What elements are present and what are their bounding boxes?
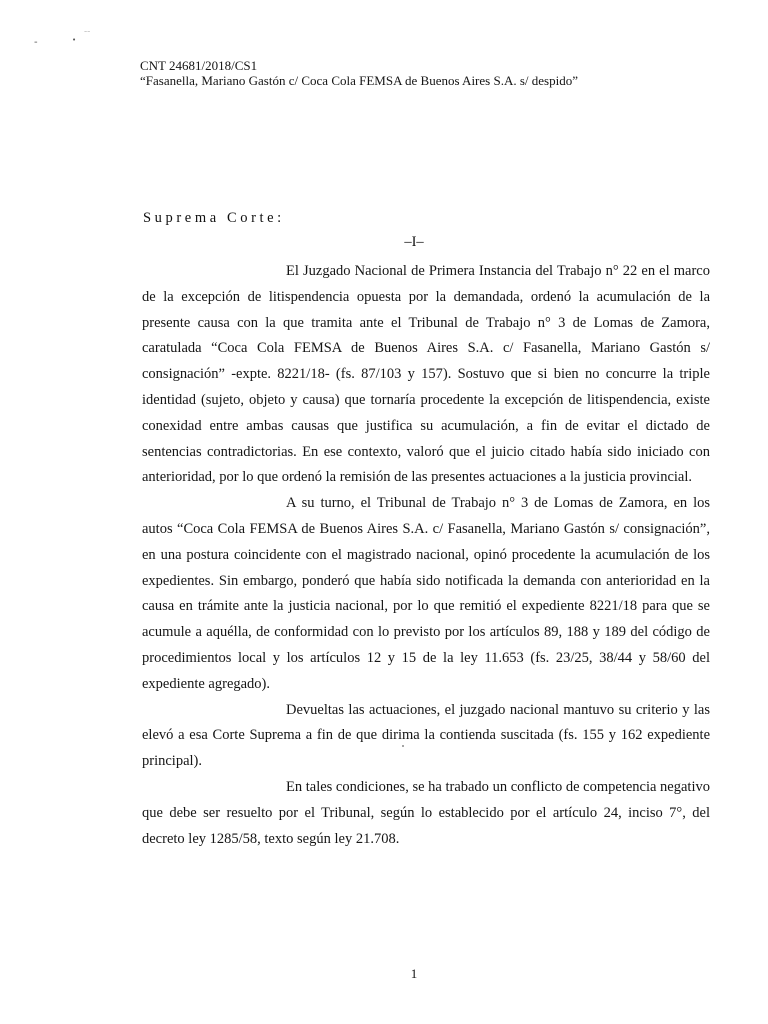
paragraph: El Juzgado Nacional de Primera Instancia del Trabajo n° 22 en el marco de la excepción de litispendencia opuesta por la demandada, ordenó la acumulación de la presente causa con la que tramita ante el Tribunal de Trabajo n° 3 de Lomas de Zamora, caratulada “Coca Cola FEMSA de Buenos Aires S.A. c/ Fasanella, Mariano Gastón s/ consignación” -expte. 8221/18- (fs. 87/103 y 157). Sostuvo que si bien no concurre la triple identidad (sujeto, objeto y causa) que tornaría procedente la excepción de litispendencia, existe conexidad entre ambas causas que justifica su acumulación, a fin de evitar el dictado de sentencias contradictorias. En ese contexto, valoró que el juicio citado había sido iniciado con anterioridad, por lo que ordenó la remisión de las presentes actuaciones a la justicia provincial. (142, 263, 710, 486)
case-number: CNT 24681/2018/CS1 (140, 58, 258, 73)
paragraph: Devueltas las actuaciones, el juzgado nacional mantuvo su criterio y las elevó a esa Corte Suprema a fin de que dirima la contienda suscitada (fs. 155 y 162 expediente principal). (142, 701, 710, 770)
case-header (140, 58, 578, 88)
salutation: Suprema Corte: (143, 210, 285, 226)
section-number: –I– (404, 234, 424, 250)
paragraph: En tales condiciones, se ha trabado un conflicto de competencia negativo que debe ser resuelto por el Tribunal, según lo establecido por el artículo 24, inciso 7°, del decreto ley 1285/58, texto según ley 21.708. (142, 778, 710, 847)
scan-artifact: - (34, 37, 38, 48)
case-title: “Fasanella, Mariano Gastón c/ Coca Cola FEMSA de Buenos Aires S.A. s/ despido” (140, 73, 578, 88)
scan-speck (402, 745, 404, 747)
scan-artifact: • (72, 36, 77, 44)
document-body (142, 259, 710, 852)
scan-artifact: ⁻⁻ (84, 30, 91, 37)
page-number: 1 (410, 966, 418, 981)
paragraph: A su turno, el Tribunal de Trabajo n° 3 de Lomas de Zamora, en los autos “Coca Cola FEMSA de Buenos Aires S.A. c/ Fasanella, Mariano Gastón s/ consignación”, en una postura coincidente con el magistrado nacional, opinó procedente la acumulación de los expedientes. Sin embargo, ponderó que había sido notificada la demanda con anterioridad en la causa en trámite ante la justicia nacional, por lo que remitió el expediente 8221/18 para que se acumule a aquélla, de conformidad con lo previsto por los artículos 89, 188 y 189 del código de procedimientos local y los artículos 12 y 15 de la ley 11.653 (fs. 23/25, 38/44 y 58/60 del expediente agregado). (142, 495, 710, 692)
